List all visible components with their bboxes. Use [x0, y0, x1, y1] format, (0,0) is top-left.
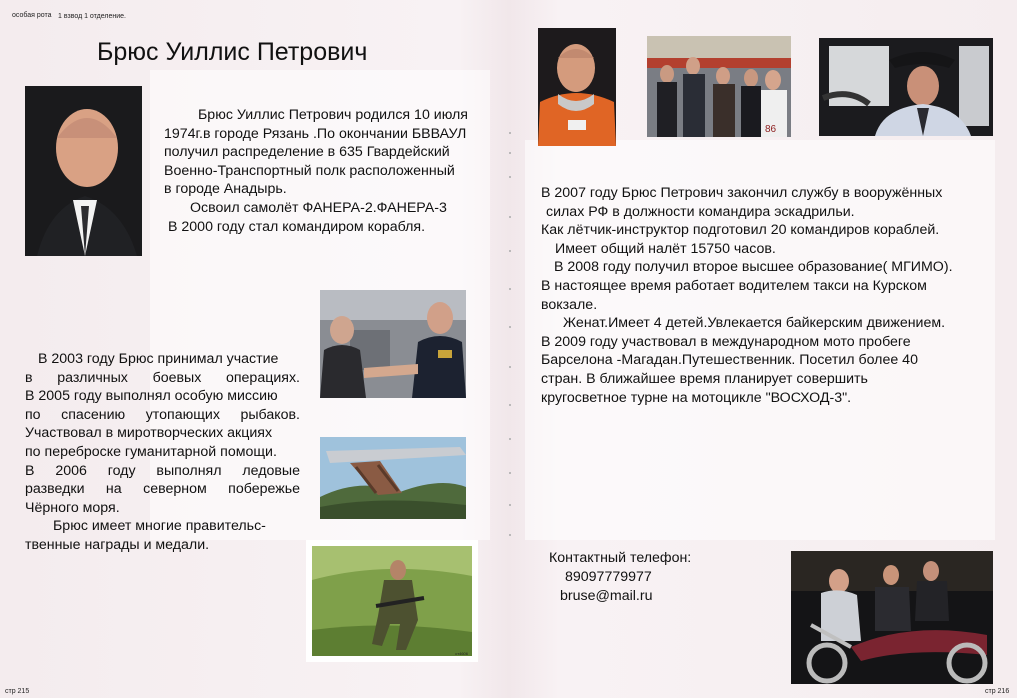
career-line: В 2009 году участвовал в международном мото пробеге	[541, 333, 911, 350]
career-line: стран. В ближайшее время планирует совершить	[541, 370, 868, 387]
intro-text	[164, 106, 494, 236]
separator-dot	[509, 438, 511, 440]
unit-label: особая рота	[12, 12, 52, 19]
career-line: Женат.Имеет 4 детей.Увлекается байкерским движением.	[563, 315, 946, 332]
service-line: Чёрного моря.	[25, 499, 120, 516]
left-page-number: стр 215	[5, 688, 30, 695]
photo-caption: ст4606	[455, 651, 468, 656]
service-line: Участвовал в миротворческих акциях	[25, 425, 273, 442]
separator-dot	[509, 504, 511, 506]
service-line: В 2006 году выполнял ледовые	[25, 462, 300, 479]
page-title: Брюс Уиллис Петрович	[97, 38, 368, 66]
service-text	[25, 350, 300, 555]
separator-dot	[509, 216, 511, 218]
portrait-photo	[25, 86, 142, 256]
glider-photo	[320, 437, 466, 519]
contact-block	[549, 549, 691, 606]
contact-phone: 89097779977	[565, 569, 652, 585]
service-line: Брюс имеет многие правительс-	[53, 518, 266, 535]
right-page-number: стр 216	[985, 688, 1010, 695]
career-line: Имеет общий налёт 15750 часов.	[555, 240, 776, 257]
separator-dot	[509, 152, 511, 154]
career-line: В 2008 году получил второе высшее образование( МГИМО).	[554, 259, 953, 276]
career-line: Барселона -Магадан.Путешественник. Посетил более 40	[541, 352, 918, 369]
career-line: Как лётчик-инструктор подготовил 20 командиров кораблей.	[541, 222, 940, 239]
svg-text:86: 86	[765, 124, 777, 135]
bikers-photo	[791, 551, 993, 684]
unit-sub-label: 1 взвод 1 отделение.	[58, 13, 126, 20]
soldier-grass-photo	[306, 540, 478, 662]
service-line: В 2003 году Брюс принимал участие	[38, 351, 279, 367]
service-line: по спасению утопающих рыбаков.	[25, 406, 300, 423]
career-text	[541, 184, 989, 407]
service-line: В 2005 году выполнял особую миссию	[25, 388, 278, 405]
military-handshake-photo	[320, 290, 466, 398]
intro-line: получил распределение в 635 Гвардейский	[164, 144, 450, 161]
column-separator	[507, 120, 513, 560]
separator-dot	[509, 250, 511, 252]
service-line: по переброске гуманитарной помощи.	[25, 443, 277, 460]
separator-dot	[509, 472, 511, 474]
career-line: кругосветное турне на мотоцикле "ВОСХОД-3".	[541, 389, 852, 406]
intro-line: 1974г.в городе Рязань .По окончании БВВАУЛ	[164, 125, 467, 142]
car-driver-photo	[819, 38, 993, 136]
career-line: силах РФ в должности командира эскадрильи.	[546, 203, 855, 220]
service-line: разведки на северном побережье	[25, 481, 300, 498]
contact-label: Контактный телефон:	[549, 550, 692, 566]
separator-dot	[509, 404, 511, 406]
astronaut-photo	[538, 28, 616, 146]
intro-line: Брюс Уиллис Петрович родился 10 июля	[198, 107, 468, 123]
service-line: твенные награды и медали.	[25, 536, 210, 553]
career-line: В настоящее время работает водителем такси на Курском	[541, 277, 927, 294]
career-line: вокзале.	[541, 296, 598, 313]
contact-email[interactable]: bruse@mail.ru	[560, 588, 653, 604]
separator-dot	[509, 326, 511, 328]
intro-line: Военно-Транспортный полк расположенный	[164, 162, 455, 179]
separator-dot	[509, 288, 511, 290]
stadium-crowd-photo	[647, 36, 791, 137]
separator-dot	[509, 366, 511, 368]
separator-dot	[509, 534, 511, 536]
intro-line: Освоил самолёт ФАНЕРА-2.ФАНЕРА-3	[190, 199, 447, 216]
service-line: в различных боевых операциях.	[25, 369, 300, 386]
separator-dot	[509, 132, 511, 134]
intro-line: в городе Анадырь.	[164, 181, 287, 198]
separator-dot	[509, 176, 511, 178]
intro-line: В 2000 году стал командиром корабля.	[168, 218, 426, 235]
career-line: В 2007 году Брюс Петрович закончил службу в вооружённых	[541, 185, 943, 201]
